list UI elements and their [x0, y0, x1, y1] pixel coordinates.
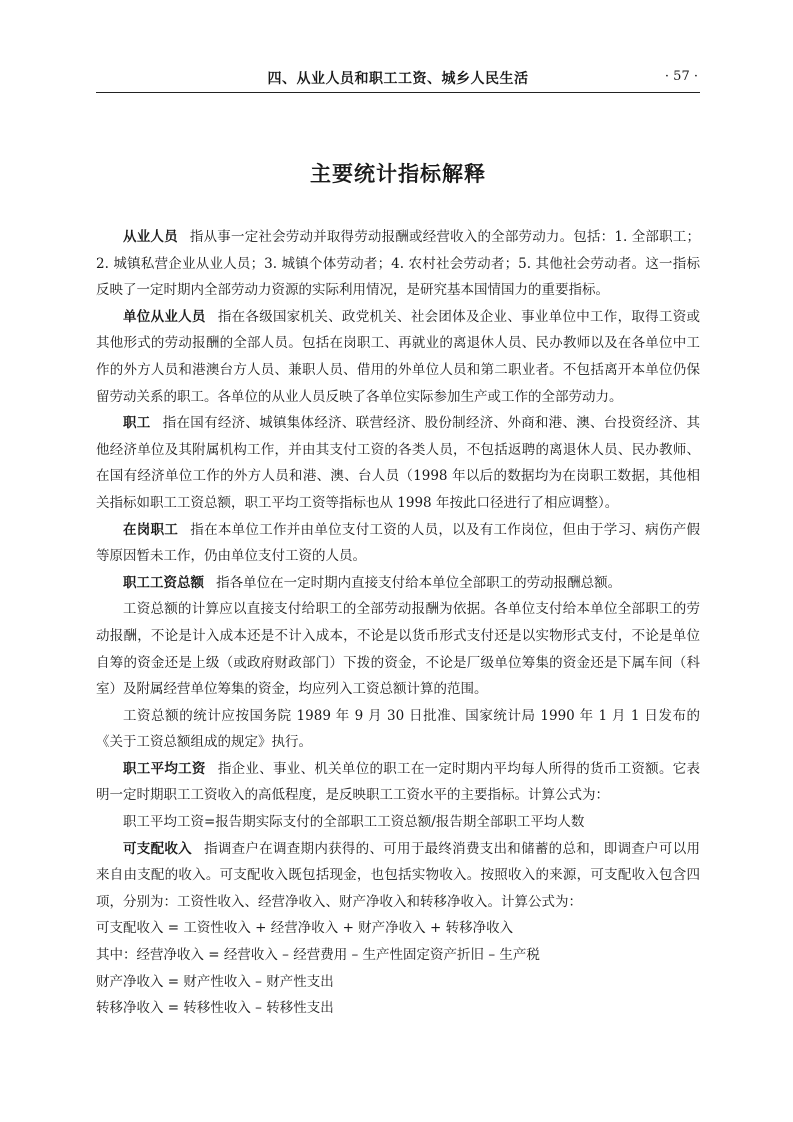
term: 职工 [123, 415, 151, 432]
paragraph-unit-employed [96, 304, 700, 410]
term: 从业人员 [123, 229, 178, 245]
definition: 指企业、事业、机关单位的职工在一定时期内平均每人所得的货币工资额。它表明一定时期职工工资收入的高低程度，是反映职工工资水平的主要指标。计算公式为： [96, 760, 701, 804]
definition: 指调查户在调查期内获得的、可用于最终消费支出和储蓄的总和，即调查户可以用来自由支配的收入。可支配收入既包括现金，也包括实物收入。按照收入的来源，可支配收入包含四项，分别为：工资性收入、经营净收入、财产净收入和转移净收入。计算公式为： [96, 840, 701, 910]
paragraph-average-wage-formula [96, 809, 700, 836]
paragraph-wage-regulation [96, 703, 700, 756]
definition: 指各单位在一定时期内直接支付给本单位全部职工的劳动报酬总额。 [216, 574, 622, 591]
page-title: 主要统计指标解释 [310, 162, 486, 186]
term: 单位从业人员 [123, 308, 206, 325]
paragraph-average-wage [96, 756, 700, 809]
definition: 职工平均工资=报告期实际支付的全部职工工资总额/报告期全部职工平均人数 [123, 814, 585, 831]
term: 在岗职工 [123, 521, 179, 538]
term: 职工平均工资 [123, 760, 206, 777]
definition: 指在各级国家机关、政党机关、社会团体及企业、事业单位中工作，取得工资或其他形式的劳动报酬的全部人员。包括在岗职工、再就业的离退休人员、民办教师以及在各单位中工作的外方人员和港澳台方人员、兼职人员、借用的外单位人员和第二职业者。不包括离开本单位仍保留劳动关系的职工。各单位的从业人员反映了各单位实际参加生产或工作的全部劳动力。 [96, 308, 701, 405]
paragraph-employed-persons [96, 224, 700, 304]
definition: 指从事一定社会劳动并取得劳动报酬或经营收入的全部劳动力。包括：1. 全部职工；2. 城镇私营企业从业人员；3. 城镇个体劳动者；4. 农村社会劳动者；5. 其他社会劳动者。这一指标反映了一定时期内全部劳动力资源的实际利用情况，是研究基本国情国力的重要指标。 [96, 229, 701, 299]
paragraph-disposable-income [96, 836, 700, 916]
definition: 指在国有经济、城镇集体经济、联营经济、股份制经济、外商和港、澳、台投资经济、其他经济单位及其附属机构工作，并由其支付工资的各类人员，不包括返聘的离退休人员、民办教师、在国有经济单位工作的外方人员和港、澳、台人员（1998 年以后的数据均为在岗职工数据，其他相关指标如职工工资总额，职工平均工资等指标也从 1998 年按此口径进行了相应调整）。 [96, 415, 701, 511]
paragraph-total-wages [96, 570, 700, 597]
term: 职工工资总额 [123, 574, 204, 591]
definition: 工资总额的统计应按国务院 1989 年 9 月 30 日批准、国家统计局 1990 年 1 月 1 日发布的《关于工资总额组成的规定》执行。 [96, 707, 700, 751]
paragraph-wage-calculation [96, 596, 700, 702]
term: 可支配收入 [123, 840, 192, 857]
definition: 工资总额的计算应以直接支付给职工的全部劳动报酬为依据。各单位支付给本单位全部职工的劳动报酬，不论是计入成本还是不计入成本，不论是以货币形式支付还是以实物形式支付，不论是单位自筹的资金还是上级（或政府财政部门）下拨的资金，不论是厂级单位筹集的资金还是下属车间（科室）及附属经营单位筹集的资金，均应列入工资总额计算的范围。 [96, 601, 700, 698]
page-number: · 57 · [664, 69, 698, 84]
formula-line: 财产净收入 = 财产性收入 – 财产性支出 [96, 973, 334, 990]
header-title: 四、从业人员和职工工资、城乡人民生活 [267, 71, 529, 87]
formula-line: 转移净收入 = 转移性收入 – 转移性支出 [96, 1000, 334, 1017]
document-body [96, 224, 700, 1022]
formula-line: 可支配收入 = 工资性收入 + 经营净收入 + 财产净收入 + 转移净收入 [96, 920, 514, 937]
definition: 指在本单位工作并由单位支付工资的人员，以及有工作岗位，但由于学习、病伤产假等原因暂未工作，仍由单位支付工资的人员。 [96, 521, 701, 565]
running-header [96, 66, 700, 93]
paragraph-staff [96, 410, 700, 516]
paragraph-on-post-staff [96, 517, 700, 570]
formula-line: 其中：经营净收入 = 经营收入 – 经营费用 – 生产性固定资产折旧 – 生产税 [96, 947, 540, 964]
